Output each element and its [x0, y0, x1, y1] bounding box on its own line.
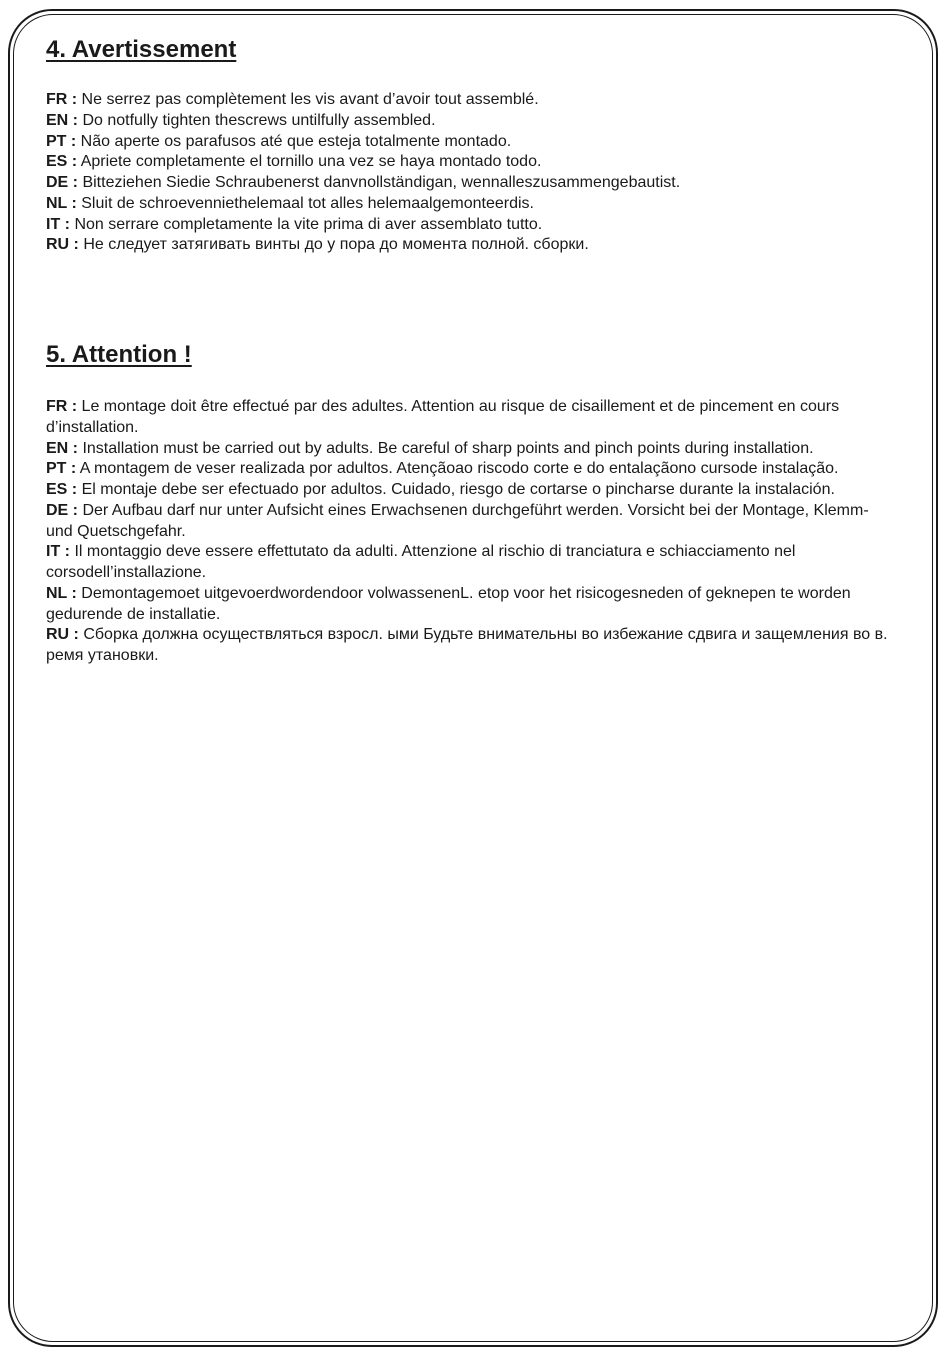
section-title-warning: 4. Avertissement — [46, 36, 237, 63]
attention-text: Demontagemoet uitgevoerdwordendoor volwassenenL. etop voor het risicogesneden of geknepen te worden gedurende de installatie. — [46, 584, 851, 623]
warning-line-nl — [46, 194, 906, 215]
warning-line-ru — [46, 235, 906, 256]
warning-line-es — [46, 152, 906, 173]
attention-text: Installation must be carried out by adults. Be careful of sharp points and pinch points during installation. — [78, 439, 814, 457]
attention-text: Le montage doit être effectué par des adultes. Attention au risque de cisaillement et de pincement en cours d’installation. — [46, 398, 840, 436]
attention-line-ru — [46, 625, 891, 667]
attention-line-fr — [46, 397, 891, 439]
warning-text: Do notfully tighten thescrews untilfully assembled. — [78, 111, 436, 129]
warning-line-pt — [46, 132, 906, 153]
lang-code: PT : — [46, 460, 77, 478]
lang-code: NL : — [46, 584, 77, 602]
attention-line-en — [46, 439, 891, 460]
warning-text: Sluit de schroevenniethelemaal tot alles helemaalgemonteerdis. — [76, 194, 534, 212]
lang-code: FR : — [46, 91, 78, 108]
section-title-attention: 5. Attention ! — [46, 341, 192, 368]
warning-text: Не следует затягивать винты до у пора до момента полной. сборки. — [78, 236, 589, 254]
warning-text: Ne serrez pas complètement les vis avant d’avoir tout assemblé. — [77, 91, 539, 108]
lang-code: IT : — [46, 215, 70, 233]
attention-line-es — [46, 480, 891, 501]
attention-line-nl — [46, 584, 891, 626]
attention-text: Сборка должна осуществляться взросл. ыми Будьте внимательны во избежание сдвига и защемления во в. ремя утановки. — [46, 626, 888, 664]
lang-code: RU : — [46, 236, 79, 254]
attention-text: Il montaggio deve essere effettutato da adulti. Attenzione al rischio di tranciatura e schiacciamento nel corsodell’installazione. — [46, 543, 796, 581]
lang-code: DE : — [46, 501, 78, 519]
lang-code: ES : — [46, 153, 78, 171]
lang-code: DE : — [46, 174, 78, 191]
lang-code: FR : — [46, 398, 78, 415]
attention-line-it — [46, 542, 891, 584]
warning-text: Não aperte os parafusos até que esteja totalmente montado. — [76, 132, 512, 150]
attention-text: El montaje debe ser efectuado por adultos. Cuidado, riesgo de cortarse o pincharse durante la instalación. — [77, 481, 835, 498]
document-content — [46, 34, 906, 664]
attention-line-pt — [46, 459, 891, 480]
lang-code: EN : — [46, 111, 78, 129]
attention-translations — [46, 397, 891, 667]
warning-line-en — [46, 111, 906, 132]
attention-text: Der Aufbau darf nur unter Aufsicht eines Erwachsenen durchgeführt werden. Vorsicht bei der Montage, Klemm-und Quetschgefahr. — [46, 501, 869, 540]
warning-line-de — [46, 173, 906, 194]
warning-text: Bitteziehen Siedie Schraubenerst danvnollständigan, wennalleszusammengebautist. — [78, 174, 681, 191]
attention-text: A montagem de veser realizada por adultos. Atençãoao riscodo corte e do entalaçãono cursode instalação. — [76, 460, 839, 478]
section-warning — [46, 34, 906, 256]
lang-code: EN : — [46, 439, 78, 457]
warning-translations — [46, 90, 906, 256]
lang-code: ES : — [46, 481, 78, 498]
section-attention — [46, 339, 891, 667]
warning-line-it — [46, 215, 906, 236]
attention-line-de — [46, 501, 891, 543]
lang-code: RU : — [46, 626, 79, 644]
lang-code: IT : — [46, 543, 70, 561]
warning-text: Non serrare completamente la vite prima di aver assemblato tutto. — [70, 215, 543, 233]
warning-line-fr — [46, 90, 906, 111]
warning-text: Apriete completamente el tornillo una vez se haya montado todo. — [77, 153, 542, 171]
lang-code: NL : — [46, 194, 77, 212]
lang-code: PT : — [46, 132, 77, 150]
